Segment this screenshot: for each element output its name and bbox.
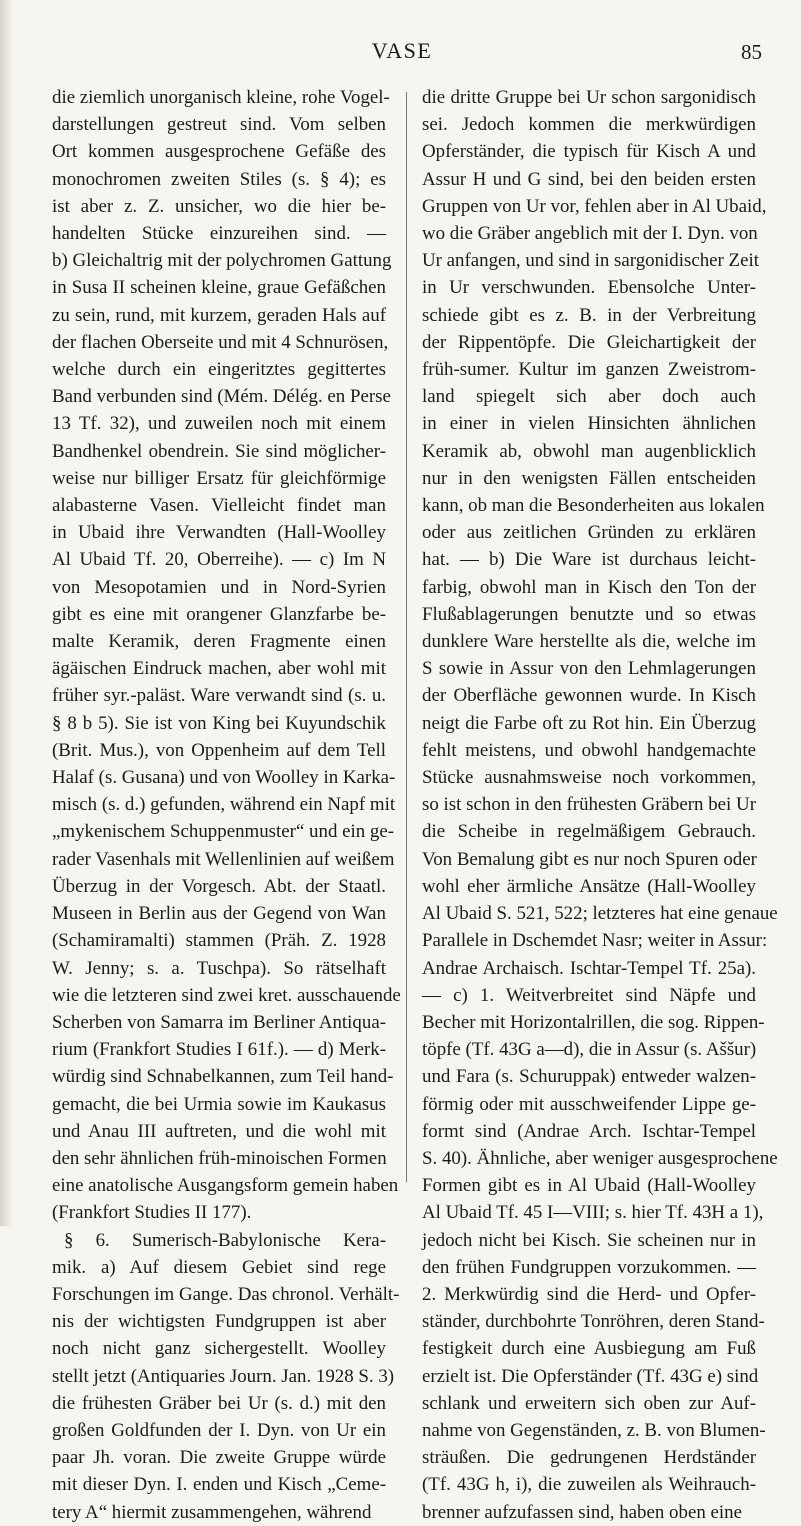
text-line: früher syr.-paläst. Ware verwandt sind (s. u. xyxy=(52,685,386,707)
text-line: die ziemlich unorganisch kleine, rohe Vogel- xyxy=(52,87,390,108)
text-line: Flußablagerungen benutzte und so etwas xyxy=(422,603,756,625)
text-line: Ur anfangen, und sind in sargonidischer Zeit xyxy=(422,250,759,272)
text-line: Scherben von Samarra im Berliner Antiqua- xyxy=(52,1011,386,1033)
text-line: 13 Tf. 32), und zuweilen noch mit einem xyxy=(52,413,386,435)
text-line: Parallele in Dschemdet Nasr; weiter in Assur: xyxy=(422,930,768,952)
text-line: fehlt meistens, und obwohl handgemachte xyxy=(422,739,756,761)
text-line: festigkeit durch eine Ausbiegung am Fuß xyxy=(422,1338,756,1360)
text-line: Al Ubaid S. 521, 522; letzteres hat eine genaue xyxy=(422,903,778,925)
text-line: in Susa II scheinen kleine, graue Gefäßchen xyxy=(52,277,386,299)
text-line: die Scheibe in regelmäßigem Gebrauch. xyxy=(422,821,756,843)
text-line: Gruppen von Ur vor, fehlen aber in Al Ubaid, xyxy=(422,195,767,217)
text-line: eine anatolische Ausgangsform gemein haben xyxy=(52,1175,399,1197)
text-line: alabasterne Vasen. Vielleicht findet man xyxy=(52,495,386,517)
text-line: Band verbunden sind (Mém. Délég. en Perse xyxy=(52,386,391,408)
text-line: und Fara (s. Schuruppak) entweder walzen- xyxy=(422,1066,756,1088)
text-line: Stücke ausnahmsweise noch vorkommen, xyxy=(422,767,756,789)
text-line: Museen in Berlin aus der Gegend von Wan xyxy=(52,903,386,925)
text-line: die frühesten Gräber bei Ur (s. d.) mit den xyxy=(52,1392,386,1414)
text-line: wohl eher ärmliche Ansätze (Hall-Woolley xyxy=(422,875,756,897)
text-line: b) Gleichaltrig mit der polychromen Gattung xyxy=(52,250,392,272)
text-line: zu sein, rund, mit kurzem, geraden Hals auf xyxy=(52,304,386,326)
text-line: sei. Jedoch kommen die merkwürdigen xyxy=(422,114,756,136)
text-line: weise nur billiger Ersatz für gleichförmige xyxy=(52,467,386,489)
text-line: jedoch nicht bei Kisch. Sie scheinen nur in xyxy=(422,1229,756,1251)
text-line: wie die letzteren sind zwei kret. ausschauende xyxy=(52,984,401,1006)
text-line: Opferständer, die typisch für Kisch A und xyxy=(422,141,756,163)
text-line: Ort kommen ausgesprochene Gefäße des xyxy=(52,141,386,163)
text-line: (Brit. Mus.), von Oppenheim auf dem Tell xyxy=(52,739,386,761)
column-divider xyxy=(406,92,407,1182)
text-line: der Rippentöpfe. Die Gleichartigkeit der xyxy=(422,331,756,353)
text-line: (Schamiramalti) stammen (Präh. Z. 1928 xyxy=(52,930,386,952)
text-line: Assur H und G sind, bei den beiden ersten xyxy=(422,168,756,190)
text-line: ägäischen Eindruck machen, aber wohl mit xyxy=(52,658,386,680)
text-line: und Anau III auftreten, und die wohl mit xyxy=(52,1120,386,1142)
text-line: handelten Stücke einzureihen sind. — xyxy=(52,223,386,245)
text-line: gibt es eine mit orangener Glanzfarbe be- xyxy=(52,603,386,625)
text-line: von Mesopotamien und in Nord-Syrien xyxy=(52,576,386,598)
text-line: brenner aufzufassen sind, haben oben eine xyxy=(422,1501,742,1523)
text-line: Al Ubaid Tf. 45 I—VIII; s. hier Tf. 43H a 1), xyxy=(422,1202,764,1224)
text-line: rium (Frankfort Studies I 61f.). — d) Merk- xyxy=(52,1039,386,1061)
page-number: 85 xyxy=(741,40,762,64)
text-line: misch (s. d.) gefunden, während ein Napf mit xyxy=(52,794,396,816)
text-line: „mykenischem Schuppenmuster“ und ein ge- xyxy=(52,821,395,843)
text-line: Andrae Archaisch. Ischtar-Tempel Tf. 25a). xyxy=(422,957,756,979)
text-line: malte Keramik, deren Fragmente einen xyxy=(52,631,386,653)
text-line: mik. a) Auf diesem Gebiet sind rege xyxy=(52,1256,386,1278)
text-line: oder aus zeitlichen Gründen zu erklären xyxy=(422,522,756,544)
text-line: in Ubaid ihre Verwandten (Hall-Woolley xyxy=(52,522,386,544)
running-title: VASE xyxy=(371,38,433,63)
text-line: Becher mit Horizontalrillen, die sog. Rippen- xyxy=(422,1011,765,1033)
text-line: früh-sumer. Kultur im ganzen Zweistrom- xyxy=(422,359,756,381)
text-line: § 6. Sumerisch-Babylonische Kera- xyxy=(64,1229,386,1251)
text-line: in einer in vielen Hinsichten ähnlichen xyxy=(422,413,756,435)
text-line: rader Vasenhals mit Wellenlinien auf weißem xyxy=(52,848,395,870)
text-line: der Oberfläche gewonnen wurde. In Kisch xyxy=(422,685,756,707)
text-line: dunklere Ware herstellte als die, welche im xyxy=(422,631,756,653)
text-line: ist aber z. Z. unsicher, wo die hier be- xyxy=(52,195,386,217)
text-line: S sowie in Assur von den Lehmlagerungen xyxy=(422,658,756,680)
text-line: Keramik ab, obwohl man augenblicklich xyxy=(422,440,756,462)
text-line: nur in den wenigsten Fällen entscheiden xyxy=(422,467,756,489)
text-line: gemacht, die bei Urmia sowie im Kaukasus xyxy=(52,1093,386,1115)
text-line: so ist schon in den frühesten Gräbern bei Ur xyxy=(422,794,756,816)
text-line: stellt jetzt (Antiquaries Journ. Jan. 1928 S. 3) xyxy=(52,1365,395,1387)
text-column-left xyxy=(52,84,401,1526)
text-line: monochromen zweiten Stiles (s. § 4); es xyxy=(52,168,386,190)
text-line: förmig oder mit ausschweifender Lippe ge- xyxy=(422,1093,756,1115)
text-line: den sehr ähnlichen früh-minoischen Formen xyxy=(52,1147,387,1169)
text-line: Bandhenkel obendrein. Sie sind möglicher- xyxy=(52,440,386,462)
text-line: nahme von Gegenständen, z. B. von Blumen- xyxy=(422,1419,766,1441)
text-line: Von Bemalung gibt es nur noch Spuren oder xyxy=(422,848,757,870)
text-line: (Tf. 43G h, i), die zuweilen als Weihrauch- xyxy=(422,1474,756,1496)
text-line: töpfe (Tf. 43G a—d), die in Assur (s. Aššur) xyxy=(422,1039,757,1061)
text-line: 2. Merkwürdig sind die Herd- und Opfer- xyxy=(422,1283,756,1305)
page-edge-shadow xyxy=(0,0,14,1226)
text-line: noch nicht ganz sichergestellt. Woolley xyxy=(52,1338,386,1360)
text-line: darstellungen gestreut sind. Vom selben xyxy=(52,114,386,136)
text-line: hat. — b) Die Ware ist durchaus leicht- xyxy=(422,549,756,571)
text-line: die dritte Gruppe bei Ur schon sargonidisch xyxy=(422,87,756,108)
page-header xyxy=(42,36,762,70)
text-line: W. Jenny; s. a. Tuschpa). So rätselhaft xyxy=(52,957,386,979)
text-line: den frühen Fundgruppen vorzukommen. — xyxy=(422,1256,756,1278)
text-line: formt sind (Andrae Arch. Ischtar-Tempel xyxy=(422,1120,756,1142)
text-line: (Frankfort Studies II 177). xyxy=(52,1202,252,1224)
text-line: paar Jh. voran. Die zweite Gruppe würde xyxy=(52,1447,386,1469)
text-line: mit dieser Dyn. I. enden und Kisch „Ceme- xyxy=(52,1474,386,1496)
text-line: — c) 1. Weitverbreitet sind Näpfe und xyxy=(422,984,756,1006)
text-line: großen Goldfunden der I. Dyn. von Ur ein xyxy=(52,1419,386,1441)
text-line: nis der wichtigsten Fundgruppen ist aber xyxy=(52,1311,386,1333)
text-line: Forschungen im Gange. Das chronol. Verhält- xyxy=(52,1283,400,1305)
text-line: ständer, durchbohrte Tonröhren, deren Stand- xyxy=(422,1311,765,1333)
text-line: erzielt ist. Die Opferständer (Tf. 43G e) sind xyxy=(422,1365,759,1387)
text-line: in Ur verschwunden. Ebensolche Unter- xyxy=(422,277,756,299)
text-line: sträußen. Die gedrungenen Herdständer xyxy=(422,1447,756,1469)
text-line: Halaf (s. Gusana) und von Woolley in Karka- xyxy=(52,767,396,789)
text-line: Formen gibt es in Al Ubaid (Hall-Woolley xyxy=(422,1175,756,1197)
text-line: wo die Gräber angeblich mit der I. Dyn. von xyxy=(422,223,758,245)
text-line: Al Ubaid Tf. 20, Oberreihe). — c) Im N xyxy=(52,549,386,571)
text-line: tery A“ hiermit zusammengehen, während xyxy=(52,1501,372,1523)
text-line: schlank und erweitern sich oben zur Auf- xyxy=(422,1392,756,1414)
text-line: welche durch ein eingeritztes gegittertes xyxy=(52,359,386,381)
text-line: kann, ob man die Besonderheiten aus lokalen xyxy=(422,495,765,517)
text-line: schiede gibt es z. B. in der Verbreitung xyxy=(422,304,756,326)
text-line: S. 40). Ähnliche, aber weniger ausgesprochene xyxy=(422,1147,778,1169)
text-line: Überzug in der Vorgesch. Abt. der Staatl. xyxy=(52,875,386,897)
text-column-right xyxy=(422,84,778,1526)
text-line: land spiegelt sich aber doch auch xyxy=(422,386,756,408)
text-line: § 8 b 5). Sie ist von King bei Kuyundschik xyxy=(52,712,386,734)
text-line: würdig sind Schnabelkannen, zum Teil hand- xyxy=(52,1066,394,1088)
text-line: farbig, obwohl man in Kisch den Ton der xyxy=(422,576,756,598)
text-line: der flachen Oberseite und mit 4 Schnurösen, xyxy=(52,331,389,353)
text-line: neigt die Farbe oft zu Rot hin. Ein Überzug xyxy=(422,712,756,734)
